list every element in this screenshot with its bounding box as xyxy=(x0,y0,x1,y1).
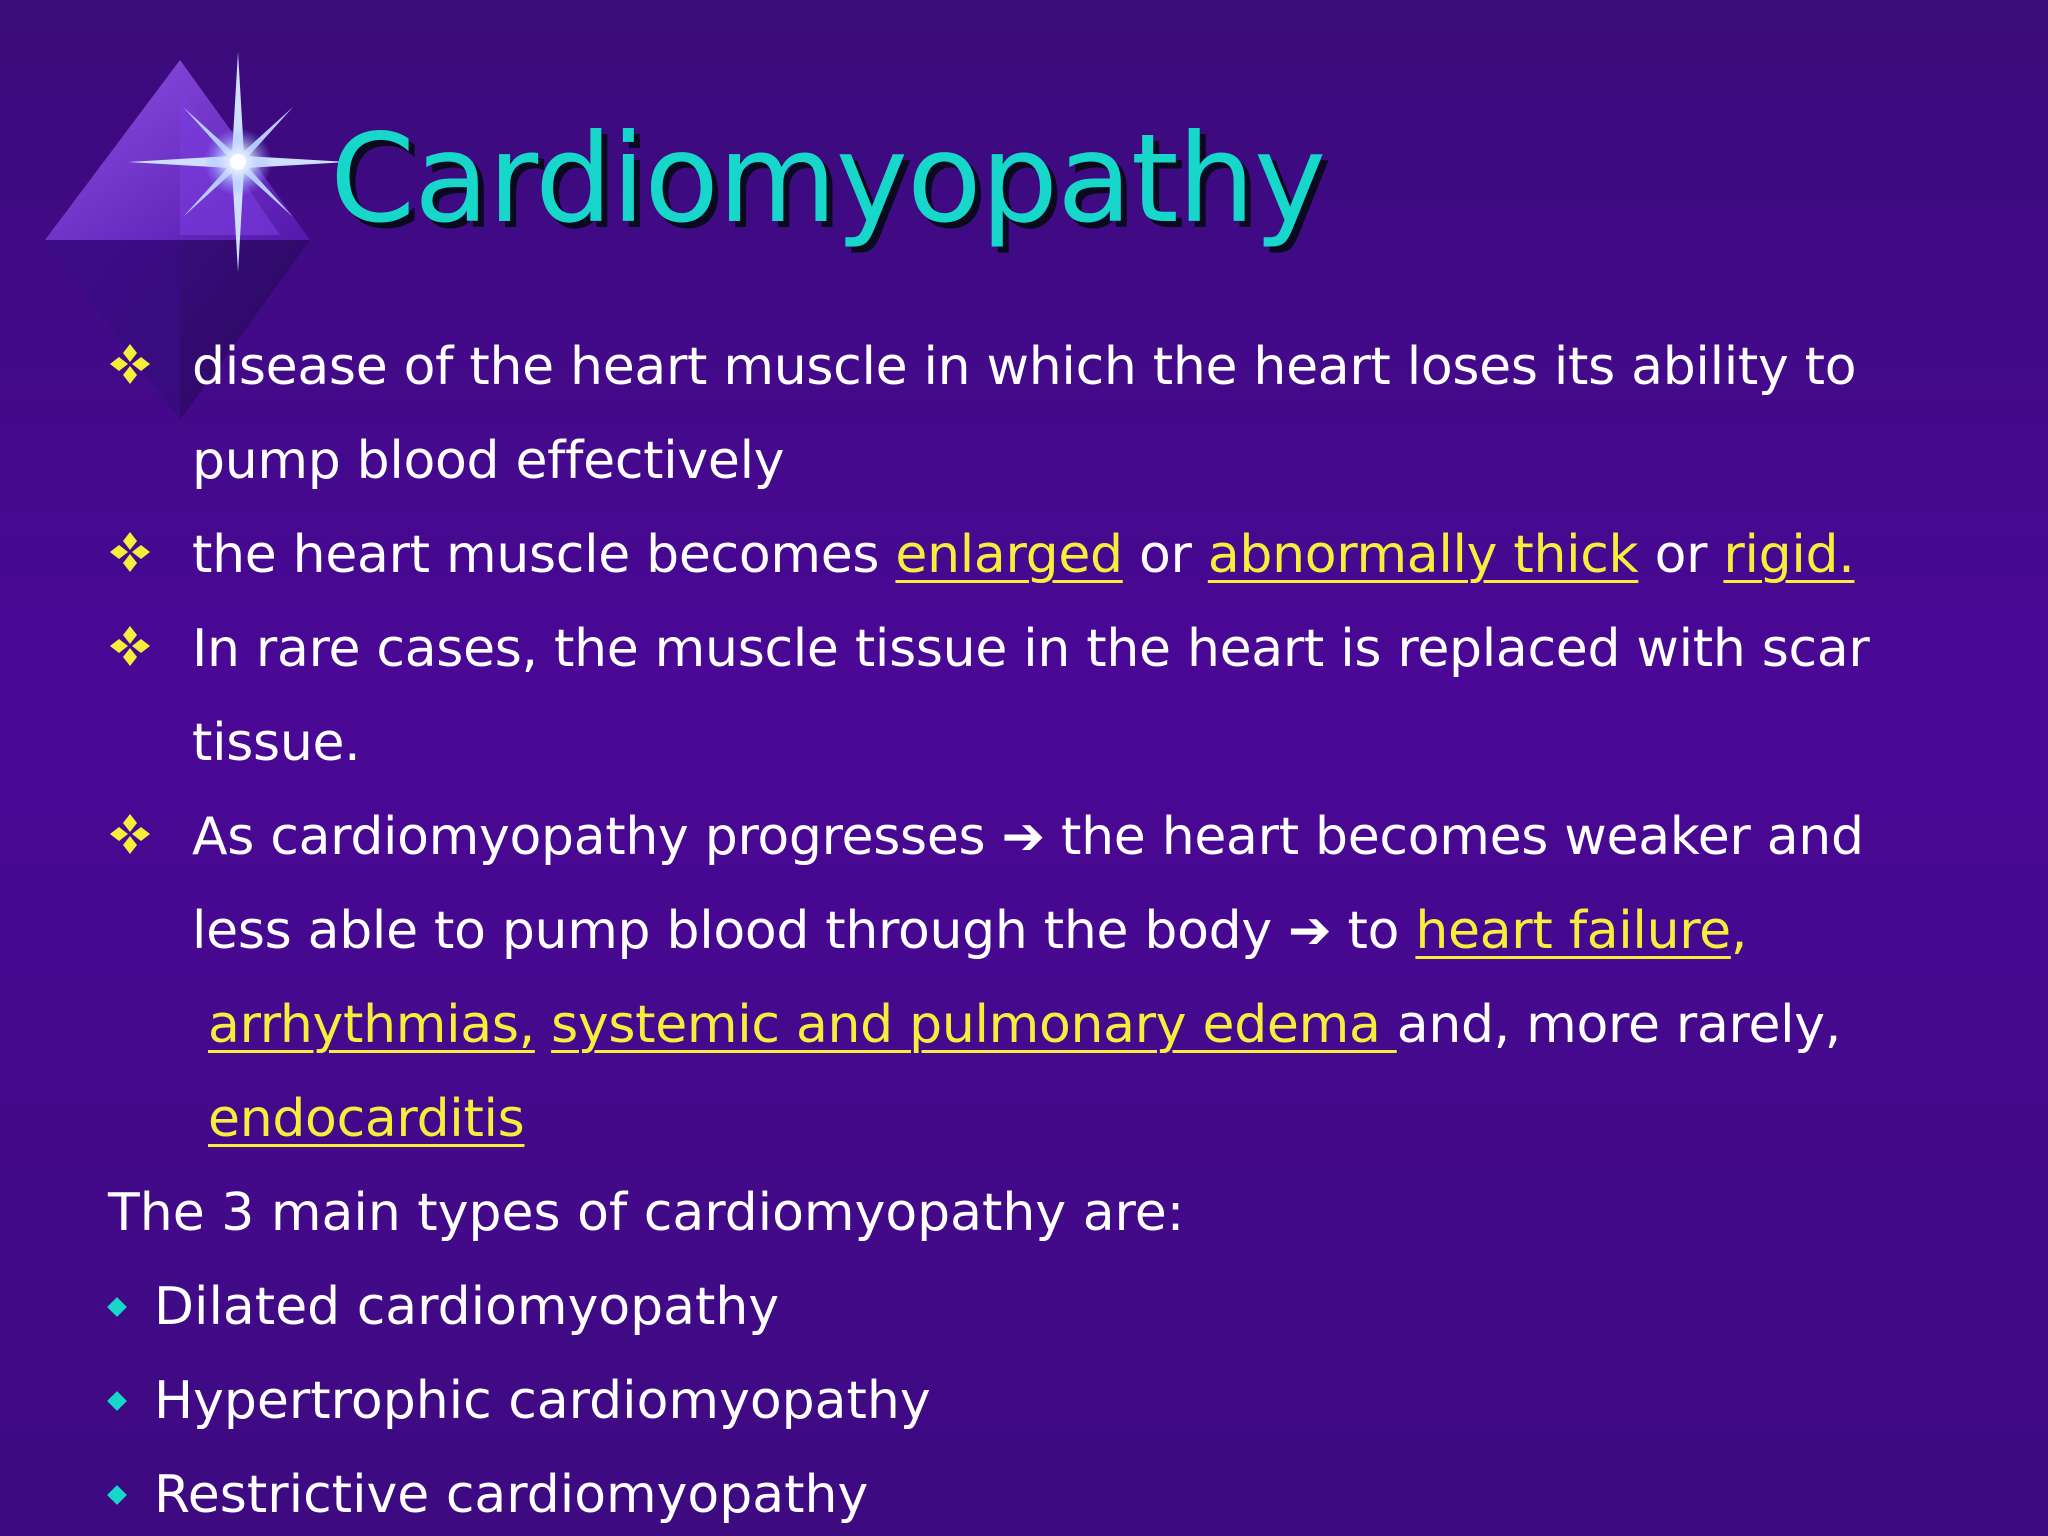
type-item-dilated xyxy=(108,1260,1988,1354)
type-item-hypertrophic xyxy=(108,1354,1988,1448)
bullet-text: , xyxy=(1730,901,1748,961)
bullet-item xyxy=(108,320,1988,508)
slide-title: Cardiomyopathy xyxy=(330,108,1326,250)
highlight-rigid: rigid. xyxy=(1723,525,1855,585)
diamond-bullet-icon xyxy=(107,1297,127,1317)
diamond-bullet-icon xyxy=(107,1391,127,1411)
type-item-restrictive xyxy=(108,1448,1988,1536)
bullet-text: less able to pump blood through the body ➔ to xyxy=(192,901,1416,961)
highlight-arrhythmias: arrhythmias, xyxy=(208,995,535,1055)
highlight-edema: systemic and pulmonary edema xyxy=(551,995,1397,1055)
bullet-item xyxy=(108,602,1988,790)
bullet-text-line: In rare cases, the muscle tissue in the heart is replaced with scar xyxy=(192,619,1870,679)
bullet-text-line xyxy=(192,884,1988,978)
bullet-text-line: tissue. xyxy=(192,713,361,773)
bullet-item xyxy=(108,508,1988,602)
bullet-item xyxy=(108,790,1988,1166)
types-heading: The 3 main types of cardiomyopathy are: xyxy=(108,1183,1185,1243)
bullet-text xyxy=(535,995,551,1055)
bullet-text: the heart muscle becomes xyxy=(192,525,896,585)
diamond-bullet-icon xyxy=(107,1485,127,1505)
type-label: Hypertrophic cardiomyopathy xyxy=(154,1371,931,1431)
bullet-text: and, more rarely, xyxy=(1396,995,1841,1055)
highlight-abnormally-thick: abnormally thick xyxy=(1207,525,1639,585)
bullet-text-line xyxy=(192,1072,524,1166)
slide-content xyxy=(108,320,1988,1536)
bullet-text: or xyxy=(1122,525,1208,585)
four-diamond-bullet-icon xyxy=(108,320,152,414)
four-diamond-bullet-icon xyxy=(108,602,152,696)
four-diamond-bullet-icon xyxy=(108,790,152,884)
type-label: Dilated cardiomyopathy xyxy=(154,1277,780,1337)
bullet-text-line xyxy=(192,508,1988,602)
highlight-heart-failure: heart failure xyxy=(1415,901,1731,961)
bullet-text-line: As cardiomyopathy progresses ➔ the heart becomes weaker and xyxy=(192,807,1864,867)
highlight-enlarged: enlarged xyxy=(895,525,1123,585)
bullet-text-line: pump blood effectively xyxy=(192,431,785,491)
highlight-endocarditis: endocarditis xyxy=(208,1089,525,1149)
bullet-text-line xyxy=(192,978,1841,1072)
bullet-text: or xyxy=(1638,525,1724,585)
type-label: Restrictive cardiomyopathy xyxy=(154,1465,869,1525)
four-diamond-bullet-icon xyxy=(108,508,152,602)
bullet-text-line: disease of the heart muscle in which the heart loses its ability to xyxy=(192,337,1857,397)
